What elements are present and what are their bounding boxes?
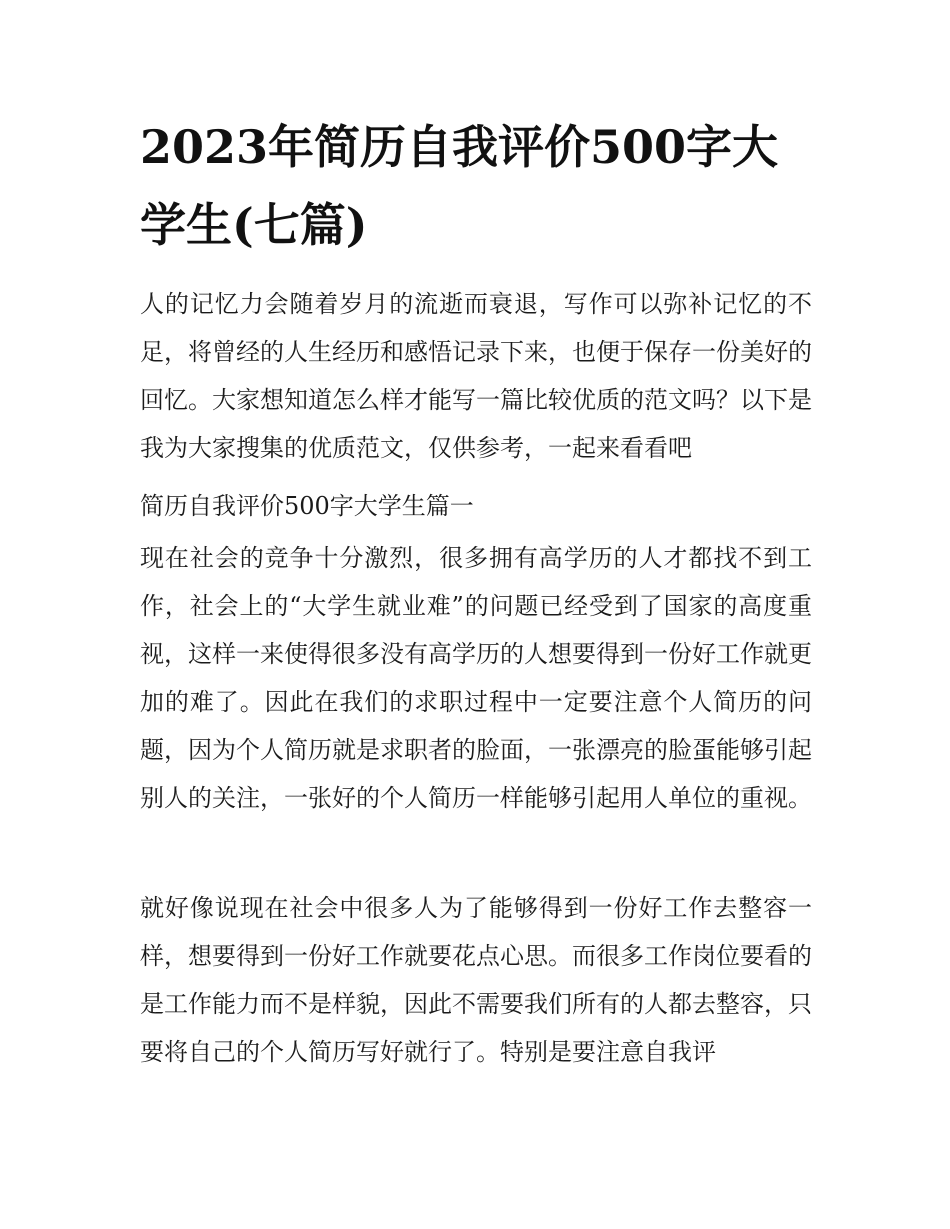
document-title: 2023年简历自我评价500字大学生(七篇) (140, 120, 779, 252)
body-paragraph: 现在社会的竞争十分激烈，很多拥有高学历的人才都找不到工作，社会上的“大学生就业难”的问题已经受到了国家的高度重视，这样一来使得很多没有高学历的人想要得到一份好工作就更加的难了。因此在我们的求职过程中一定要注意个人简历的问题，因为个人简历就是求职者的脸面，一张漂亮的脸蛋能够引起别人的关注，一张好的个人简历一样能够引起用人单位的重视。 (140, 544, 812, 812)
section-heading: 简历自我评价500字大学生篇一 (140, 492, 474, 520)
intro-paragraph: 人的记忆力会随着岁月的流逝而衰退，写作可以弥补记忆的不足，将曾经的人生经历和感悟记录下来，也便于保存一份美好的回忆。大家想知道怎么样才能写一篇比较优质的范文吗？以下是我为大家搜集的优质范文，仅供参考，一起来看看吧 (140, 290, 812, 462)
body-paragraph: 就好像说现在社会中很多人为了能够得到一份好工作去整容一样，想要得到一份好工作就要花点心思。而很多工作岗位要看的是工作能力而不是样貌，因此不需要我们所有的人都去整容，只要将自己的个人简历写好就行了。特别是要注意自我评 (140, 894, 812, 1066)
